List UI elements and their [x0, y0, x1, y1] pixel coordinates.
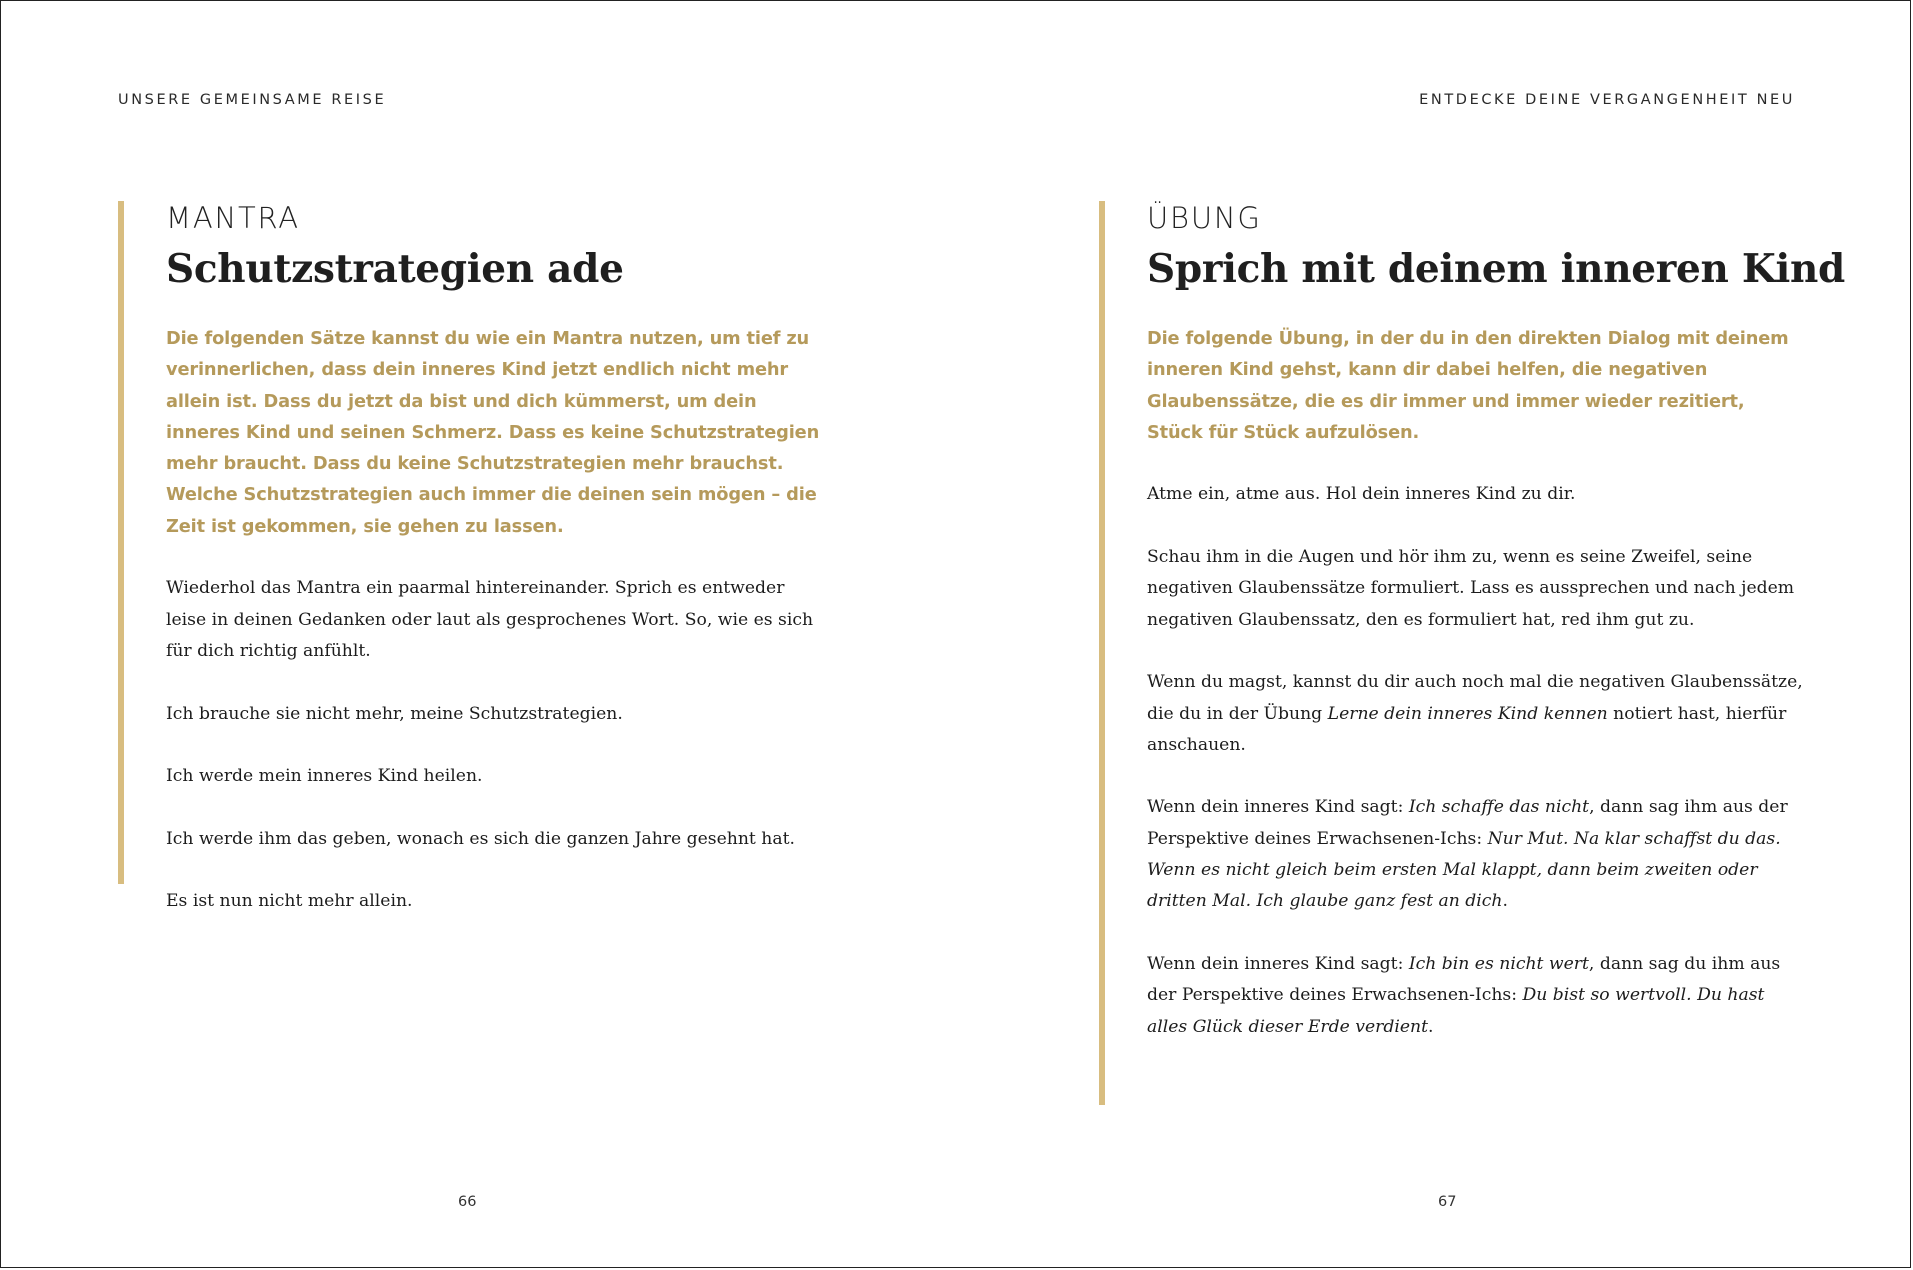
text-run: notiert hast, hierfür anschauen. — [1147, 703, 1787, 755]
text-run: . — [1502, 891, 1508, 912]
section-title: Sprich mit deinem inneren Kind — [1147, 246, 1846, 292]
mantra-line: Es ist nun nicht mehr allein. — [166, 891, 413, 912]
section-kicker: MANTRA — [166, 201, 300, 235]
text-run: Wenn du magst, kannst du dir auch noch mal die negativen Glaubenssätze, die du in der Übung — [1147, 672, 1803, 724]
left-page — [1, 1, 957, 1269]
adult-self-reply: Nur Mut. Na klar schaffst du das. Wenn es nicht gleich beim ersten Mal klappt, dann beim zweiten oder dritten Mal. Ich glaube ganz fest an dich — [1147, 828, 1781, 912]
text-run: Wenn dein inneres Kind sagt: — [1147, 953, 1409, 974]
mantra-section — [118, 201, 820, 912]
right-page — [957, 1, 1913, 1269]
mantra-line: Ich werde mein inneres Kind heilen. — [166, 766, 483, 787]
page-number-left: 66 — [458, 1194, 477, 1210]
exercise-reference: Lerne dein inneres Kind kennen — [1327, 703, 1608, 724]
text-run: . — [1427, 1016, 1434, 1037]
text-run: , dann sag du ihm aus der Perspektive deines Erwachsenen-Ichs: — [1147, 953, 1781, 1006]
section-kicker: ÜBUNG — [1147, 201, 1262, 235]
body-paragraph — [1147, 949, 1807, 1043]
body-paragraph: Schau ihm in die Augen und hör ihm zu, wenn es seine Zweifel, seine negativen Glaubenssätze formuliert. Lass es aussprechen und nach jedem negativen Glaubenssatz, den es formuliert hat, red ihm gut zu. — [1147, 547, 1795, 630]
adult-self-reply: Du bist so wertvoll. Du hast alles Glück dieser Erde verdient — [1147, 985, 1765, 1037]
inner-child-quote: Ich bin es nicht wert — [1408, 953, 1589, 974]
body-paragraph — [1147, 667, 1807, 761]
text-run: , dann sag ihm aus der Perspektive deines Erwachsenen-Ichs: — [1147, 797, 1788, 849]
text-run: Wenn dein inneres Kind sagt: — [1147, 797, 1409, 818]
running-head-right: ENTDECKE DEINE VERGANGENHEIT NEU — [1419, 92, 1795, 108]
exercise-section — [1099, 201, 1846, 1105]
running-head-left: UNSERE GEMEINSAME REISE — [118, 92, 387, 108]
section-intro: Die folgenden Sätze kannst du wie ein Mantra nutzen, um tief zu verinnerlichen, dass dein inneres Kind jetzt endlich nicht mehr allein ist. Dass du jetzt da bist und dich kümmerst, um dein inneres Kind und seinen Schmerz. Dass es keine Schutzstrategien mehr braucht. Dass du keine Schutzstrategien mehr brauchst. Welche Schutzstrategien auch immer die deinen sein mögen – die Zeit ist gekommen, sie gehen zu lassen. — [166, 328, 820, 537]
body-paragraph: Wiederhol das Mantra ein paarmal hintereinander. Sprich es entweder leise in deinen Gedanken oder laut als gesprochenes Wort. So, wie es sich für dich richtig anfühlt. — [166, 578, 814, 661]
body-paragraph: Atme ein, atme aus. Hol dein inneres Kind zu dir. — [1147, 484, 1576, 505]
mantra-line: Ich brauche sie nicht mehr, meine Schutzstrategien. — [166, 703, 623, 724]
body-paragraph — [1147, 792, 1807, 917]
section-intro: Die folgende Übung, in der du in den direkten Dialog mit deinem inneren Kind gehst, kann dir dabei helfen, die negativen Glaubenssätze, die es dir immer und immer wieder rezitiert, Stück für Stück aufzulösen. — [1147, 328, 1789, 443]
mantra-line: Ich werde ihm das geben, wonach es sich die ganzen Jahre gesehnt hat. — [166, 828, 795, 849]
inner-child-quote: Ich schaffe das nicht — [1408, 797, 1590, 818]
page-number-right: 67 — [1438, 1194, 1457, 1210]
section-title: Schutzstrategien ade — [166, 246, 624, 292]
